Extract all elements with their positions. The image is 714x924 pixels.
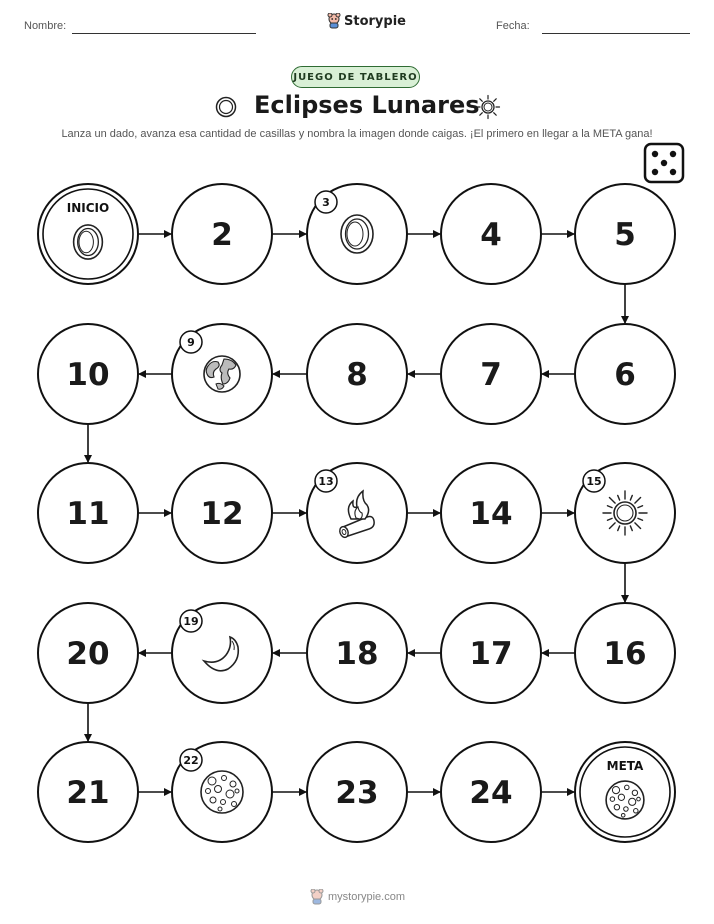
full-moon-icon <box>201 771 243 813</box>
date-label: Fecha: <box>496 20 530 32</box>
cell-number: 10 <box>66 357 110 393</box>
cell-number: 8 <box>346 357 368 393</box>
cell-number: 11 <box>66 496 110 532</box>
page-title: Eclipses Lunares <box>254 91 480 119</box>
full-moon-icon <box>606 781 644 819</box>
cell-number: 12 <box>200 496 244 532</box>
board-cell-17[interactable] <box>441 603 541 703</box>
brand-name: Storypie <box>344 13 406 29</box>
cell-number: 24 <box>469 775 513 811</box>
cell-number: 7 <box>480 357 502 393</box>
board-cell-8[interactable] <box>307 324 407 424</box>
cell-number: 2 <box>211 217 233 253</box>
board-cell-20[interactable] <box>38 603 138 703</box>
cell-number: 6 <box>614 357 636 393</box>
board-cell-10[interactable] <box>38 324 138 424</box>
board-cell-4[interactable] <box>441 184 541 284</box>
cell-number: 17 <box>469 636 513 672</box>
cell-number: 16 <box>603 636 647 672</box>
board-cell-5[interactable] <box>575 184 675 284</box>
board-cell-1[interactable] <box>38 184 138 284</box>
footer-url[interactable]: mystorypie.com <box>328 891 406 903</box>
board-cell-25[interactable] <box>575 742 675 842</box>
board-cell-14[interactable] <box>441 463 541 563</box>
cell-number: 13 <box>318 475 334 488</box>
cell-circle <box>38 184 138 284</box>
board-cell-21[interactable] <box>38 742 138 842</box>
cell-number: 4 <box>480 217 502 253</box>
board-cell-18[interactable] <box>307 603 407 703</box>
cell-number: 15 <box>586 475 602 488</box>
board-cell-24[interactable] <box>441 742 541 842</box>
cell-number: 23 <box>335 775 379 811</box>
board-cell-13[interactable] <box>307 463 407 563</box>
board-cell-2[interactable] <box>172 184 272 284</box>
board-cell-6[interactable] <box>575 324 675 424</box>
storypie-mascot-icon <box>310 889 324 905</box>
start-label: INICIO <box>66 201 110 215</box>
cell-number: 3 <box>322 196 330 209</box>
cell-number: 22 <box>183 754 199 767</box>
board-cell-15[interactable] <box>575 463 675 563</box>
game-type-tag: JUEGO DE TABLERO <box>291 66 420 88</box>
cell-number: 18 <box>335 636 379 672</box>
cell-number: 20 <box>66 636 110 672</box>
board-cell-11[interactable] <box>38 463 138 563</box>
board-cell-19[interactable] <box>172 603 272 703</box>
name-label: Nombre: <box>24 20 67 32</box>
cell-number: 5 <box>614 217 636 253</box>
board-cell-12[interactable] <box>172 463 272 563</box>
cell-number: 19 <box>183 615 199 628</box>
cell-number: 9 <box>187 336 195 349</box>
board-cell-3[interactable] <box>307 184 407 284</box>
finish-label: META <box>606 759 644 773</box>
instructions: Lanza un dado, avanza esa cantidad de casillas y nombra la imagen donde caigas. ¡El primero en llegar a la META gana! <box>61 128 653 140</box>
board-cell-7[interactable] <box>441 324 541 424</box>
board-cell-16[interactable] <box>575 603 675 703</box>
board-cells <box>38 184 675 842</box>
earth-icon <box>204 356 240 392</box>
board-cell-22[interactable] <box>172 742 272 842</box>
cell-number: 21 <box>66 775 110 811</box>
cell-number: 14 <box>469 496 513 532</box>
board-cell-9[interactable] <box>172 324 272 424</box>
board-cell-23[interactable] <box>307 742 407 842</box>
footer <box>310 889 405 905</box>
sun-icon <box>603 491 647 535</box>
